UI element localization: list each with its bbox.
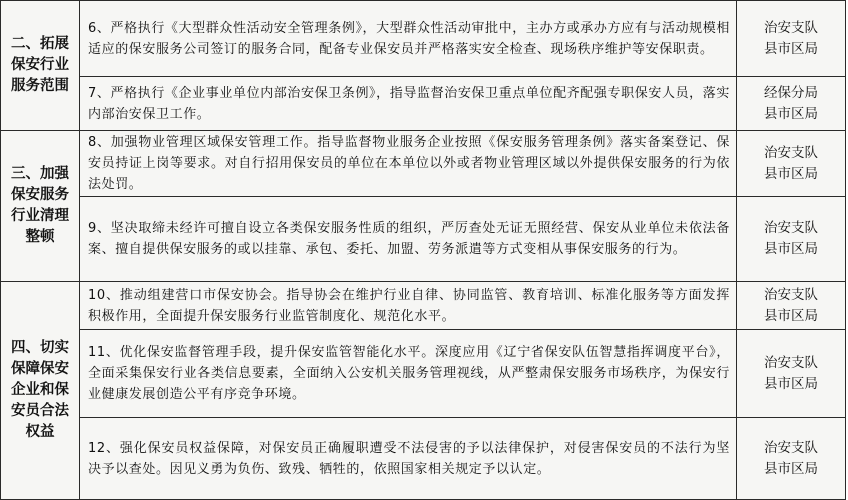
task-description: 10、推动组建营口市保安协会。指导协会在维护行业自律、协同监管、教育培训、标准化服务等方面发挥积极作用，全面提升保安服务行业监管制度化、规范化水平。	[80, 282, 737, 330]
responsible-dept: 治安支队县市区局	[764, 144, 818, 182]
table-row	[1, 197, 846, 282]
responsible-dept: 治安支队县市区局	[764, 354, 818, 392]
responsible-dept: 经保分局县市区局	[764, 84, 818, 122]
table-row	[1, 77, 846, 131]
section-title-cell	[1, 1, 80, 131]
section-title-cell	[1, 282, 80, 500]
responsible-dept: 治安支队县市区局	[764, 19, 818, 57]
table-row	[1, 418, 846, 500]
responsible-dept-cell	[737, 330, 846, 418]
task-description: 8、加强物业管理区域保安管理工作。指导监督物业服务企业按照《保安服务管理条例》落实备案登记、保安员持证上岗等要求。对自行招用保安员的单位在本单位以外或者物业管理区域以外提供保安服务的行为依法处罚。	[80, 131, 737, 197]
task-description: 12、强化保安员权益保障，对保安员正确履职遭受不法侵害的予以法律保护，对侵害保安员的不法行为坚决予以查处。因见义勇为负伤、致残、牺牲的，依照国家相关规定予以认定。	[80, 418, 737, 500]
responsible-dept-cell	[737, 1, 846, 77]
responsible-dept: 治安支队县市区局	[764, 286, 818, 324]
responsible-dept-cell	[737, 282, 846, 330]
table-row	[1, 131, 846, 197]
task-description: 6、严格执行《大型群众性活动安全管理条例》，大型群众性活动审批中，主办方或承办方应有与活动规模相适应的保安服务公司签订的服务合同，配备专业保安员并严格落实安全检查、现场秩序维护等安保职责。	[80, 1, 737, 77]
table-row	[1, 330, 846, 418]
section-title: 四、切实保障保安企业和保安员合法权益	[11, 340, 69, 440]
task-description: 9、坚决取缔未经许可擅自设立各类保安服务性质的组织，严厉查处无证无照经营、保安从业单位未依法备案、擅自提供保安服务的或以挂靠、承包、委托、加盟、劳务派遣等方式变相从事保安服务的行为。	[80, 197, 737, 282]
responsible-dept-cell	[737, 418, 846, 500]
responsible-dept-cell	[737, 131, 846, 197]
table-row	[1, 282, 846, 330]
task-description: 11、优化保安监督管理手段，提升保安监管智能化水平。深度应用《辽宁省保安队伍智慧指挥调度平台》，全面采集保安行业各类信息要素，全面纳入公安机关服务管理视线，从严整肃保安服务市场秩序，为保安行业健康发展创造公平有序竞争环境。	[80, 330, 737, 418]
responsible-dept: 治安支队县市区局	[764, 220, 818, 257]
task-description: 7、严格执行《企业事业单位内部治安保卫条例》，指导监督治安保卫重点单位配齐配强专职保安人员，落实内部治安保卫工作。	[80, 77, 737, 131]
section-title: 三、加强保安服务行业清理整顿	[11, 166, 69, 245]
section-title: 二、拓展保安行业服务范围	[11, 36, 69, 94]
responsible-dept: 治安支队县市区局	[764, 439, 818, 477]
section-title-cell	[1, 131, 80, 282]
responsible-dept-cell	[737, 197, 846, 282]
responsible-dept-cell	[737, 77, 846, 131]
table-row	[1, 1, 846, 77]
